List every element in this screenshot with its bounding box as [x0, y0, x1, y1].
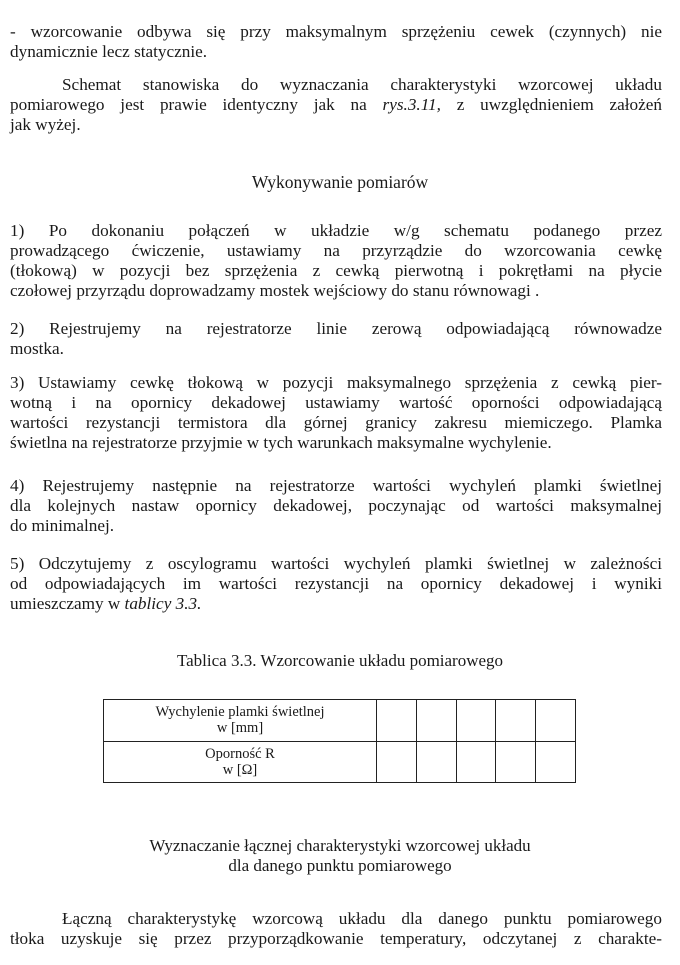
text-line: wotną i na opornicy dekadowej ustawiamy wartość oporności odpowiadającą [10, 393, 662, 412]
text-line: - wzorcowanie odbywa się przy maksymalnym sprzężeniu cewek (czynnych) nie [10, 22, 662, 41]
text-line: (tłokową) w pozycji bez sprzężenia z cewką pierwotną i pokrętłami na płycie [10, 261, 662, 280]
table-header-cell [104, 741, 377, 783]
intro-paragraph [10, 22, 662, 62]
text-line: 1) Po dokonaniu połączeń w układzie w/g schematu podanego przez [10, 221, 662, 240]
figure-reference: rys.3.11, [382, 95, 441, 114]
table-row [104, 741, 576, 783]
text-line: mostka. [10, 339, 64, 358]
table-cell [416, 700, 456, 742]
text-line: 2) Rejestrujemy na rejestratorze linie zerową odpowiadającą równowadze [10, 319, 662, 338]
table-cell [496, 741, 536, 783]
text-line: do minimalnej. [10, 516, 115, 535]
section-heading-2 [10, 836, 670, 876]
text-line: tłoka uzyskuje się przez przyporządkowanie temperatury, odczytanej z charakte- [10, 929, 662, 948]
text-line [10, 594, 662, 614]
text-line: prowadzącego ćwiczenie, ustawiamy na przyrządzie do wzorcowania cewkę [10, 241, 662, 260]
text-line [10, 95, 662, 115]
section-heading: Wykonywanie pomiarów [251, 172, 429, 192]
text-line: 3) Ustawiamy cewkę tłokową w pozycji maksymalnego sprzężenia z cewką pier- [10, 373, 662, 392]
text-line: dla kolejnych nastaw opornicy dekadowej, poczynając od wartości maksymalnej [10, 496, 662, 515]
heading-line: Wyznaczanie łącznej charakterystyki wzorcowej układu [149, 836, 531, 855]
cell-text: Oporność R [205, 745, 275, 762]
step-5 [10, 554, 662, 614]
text-line: 5) Odczytujemy z oscylogramu wartości wychyleń plamki świetlnej w zależności [10, 554, 662, 573]
text-line: świetlna na rejestratorze przyjmie w tych warunkach maksymalne wychylenie. [10, 433, 552, 452]
table-cell [377, 741, 417, 783]
step-1 [10, 221, 662, 301]
step-2 [10, 319, 662, 359]
text-line: od odpowiadających im wartości rezystancji na opornicy dekadowej i wyniki [10, 574, 662, 593]
text-line: dynamicznie lecz statycznie. [10, 42, 208, 61]
text-line: 4) Rejestrujemy następnie na rejestratorze wartości wychyleń plamki świetlnej [10, 476, 662, 495]
text-line: Łączną charakterystykę wzorcową układu dla danego punktu pomiarowego [62, 909, 662, 928]
text-line: czołowej przyrządu doprowadzamy mostek wejściowy do stanu równowagi . [10, 281, 540, 300]
text-line: Schemat stanowiska do wyznaczania charakterystyki wzorcowej układu [62, 75, 662, 94]
table-cell [536, 700, 576, 742]
table-cell [536, 741, 576, 783]
step-3 [10, 373, 662, 453]
table-caption: Tablica 3.3. Wzorcowanie układu pomiarowego [176, 651, 504, 670]
table-header-cell [104, 700, 377, 742]
text-fragment: pomiarowego jest prawie identyczny jak na [10, 95, 383, 114]
table-cell [456, 741, 496, 783]
table-cell [377, 700, 417, 742]
table-reference: tablicy 3.3. [124, 594, 202, 613]
cell-text: w [mm] [216, 720, 264, 737]
heading-line: dla danego punktu pomiarowego [228, 856, 452, 875]
cell-text: w [Ω] [222, 761, 258, 778]
calibration-table [103, 699, 576, 783]
text-fragment: umieszczamy w [10, 594, 125, 613]
text-fragment: z uwzględnieniem założeń [440, 95, 662, 114]
closing-paragraph [10, 909, 662, 949]
text-line: wartości rezystancji termistora dla górnej granicy zakresu miemiczego. Plamka [10, 413, 662, 432]
step-4 [10, 476, 662, 536]
table-cell [496, 700, 536, 742]
schemat-paragraph [10, 75, 662, 135]
cell-text: Wychylenie plamki świetlnej [155, 704, 325, 721]
table-cell [456, 700, 496, 742]
table-row [104, 700, 576, 742]
table-cell [416, 741, 456, 783]
text-line: jak wyżej. [10, 115, 81, 134]
